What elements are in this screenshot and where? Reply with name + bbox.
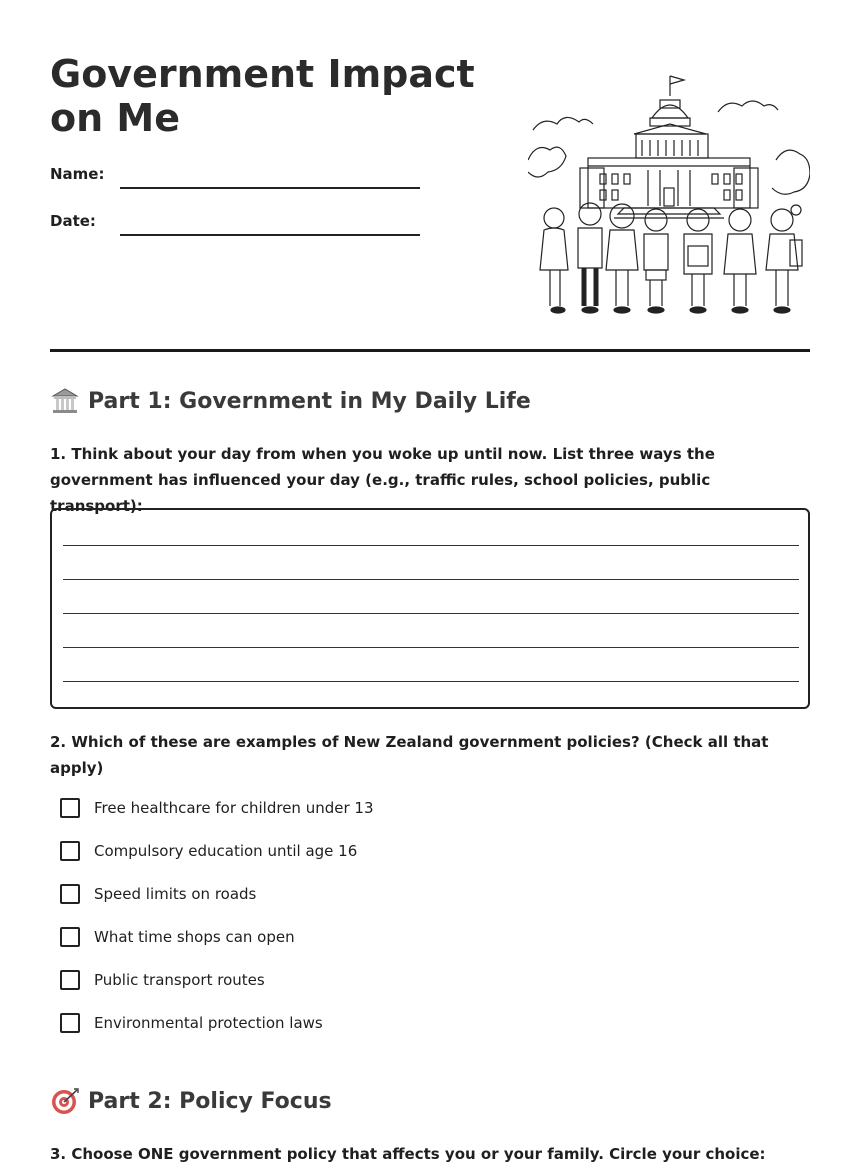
answer-line[interactable]: [63, 579, 799, 580]
part2-heading-text: Part 2: Policy Focus: [88, 1088, 332, 1114]
name-label: Name:: [50, 165, 105, 183]
option-label: Environmental protection laws: [94, 1014, 323, 1032]
question-3: 3. Choose ONE government policy that affects you or your family. Circle your choice:: [50, 1145, 766, 1163]
policy-option-shop-hours[interactable]: [60, 927, 295, 947]
policy-option-transport[interactable]: [60, 970, 265, 990]
date-line[interactable]: [120, 234, 420, 236]
answer-line[interactable]: [63, 613, 799, 614]
name-line[interactable]: [120, 187, 420, 189]
part2-heading: [50, 1086, 332, 1116]
policy-option-environment[interactable]: [60, 1013, 323, 1033]
worksheet-title: Government Impact on Me: [50, 52, 475, 140]
part1-heading: [50, 386, 531, 416]
classical-building-icon: [50, 386, 80, 416]
checkbox[interactable]: [60, 970, 80, 990]
checkbox[interactable]: [60, 841, 80, 861]
option-label: Speed limits on roads: [94, 885, 257, 903]
part1-heading-text: Part 1: Government in My Daily Life: [88, 388, 531, 414]
answer-line[interactable]: [63, 647, 799, 648]
checkbox[interactable]: [60, 1013, 80, 1033]
question-1-answer-box[interactable]: [50, 508, 810, 709]
children-at-parliament-illustration: [528, 70, 810, 322]
checkbox[interactable]: [60, 884, 80, 904]
option-label: Compulsory education until age 16: [94, 842, 358, 860]
option-label: What time shops can open: [94, 928, 295, 946]
answer-line[interactable]: [63, 681, 799, 682]
option-label: Public transport routes: [94, 971, 265, 989]
option-label: Free healthcare for children under 13: [94, 799, 374, 817]
policy-option-education[interactable]: [60, 841, 357, 861]
date-label: Date:: [50, 212, 96, 230]
checkbox[interactable]: [60, 798, 80, 818]
policy-option-healthcare[interactable]: [60, 798, 374, 818]
checkbox[interactable]: [60, 927, 80, 947]
question-1: 1. Think about your day from when you woke up until now. List three ways the government has influenced your day (e.g., traffic rules, school policies, public transport):: [50, 445, 715, 515]
target-icon: [50, 1086, 80, 1116]
policy-option-speed-limits[interactable]: [60, 884, 256, 904]
header-divider: [50, 349, 810, 352]
answer-line[interactable]: [63, 545, 799, 546]
question-2: 2. Which of these are examples of New Zealand government policies? (Check all that apply): [50, 733, 769, 777]
